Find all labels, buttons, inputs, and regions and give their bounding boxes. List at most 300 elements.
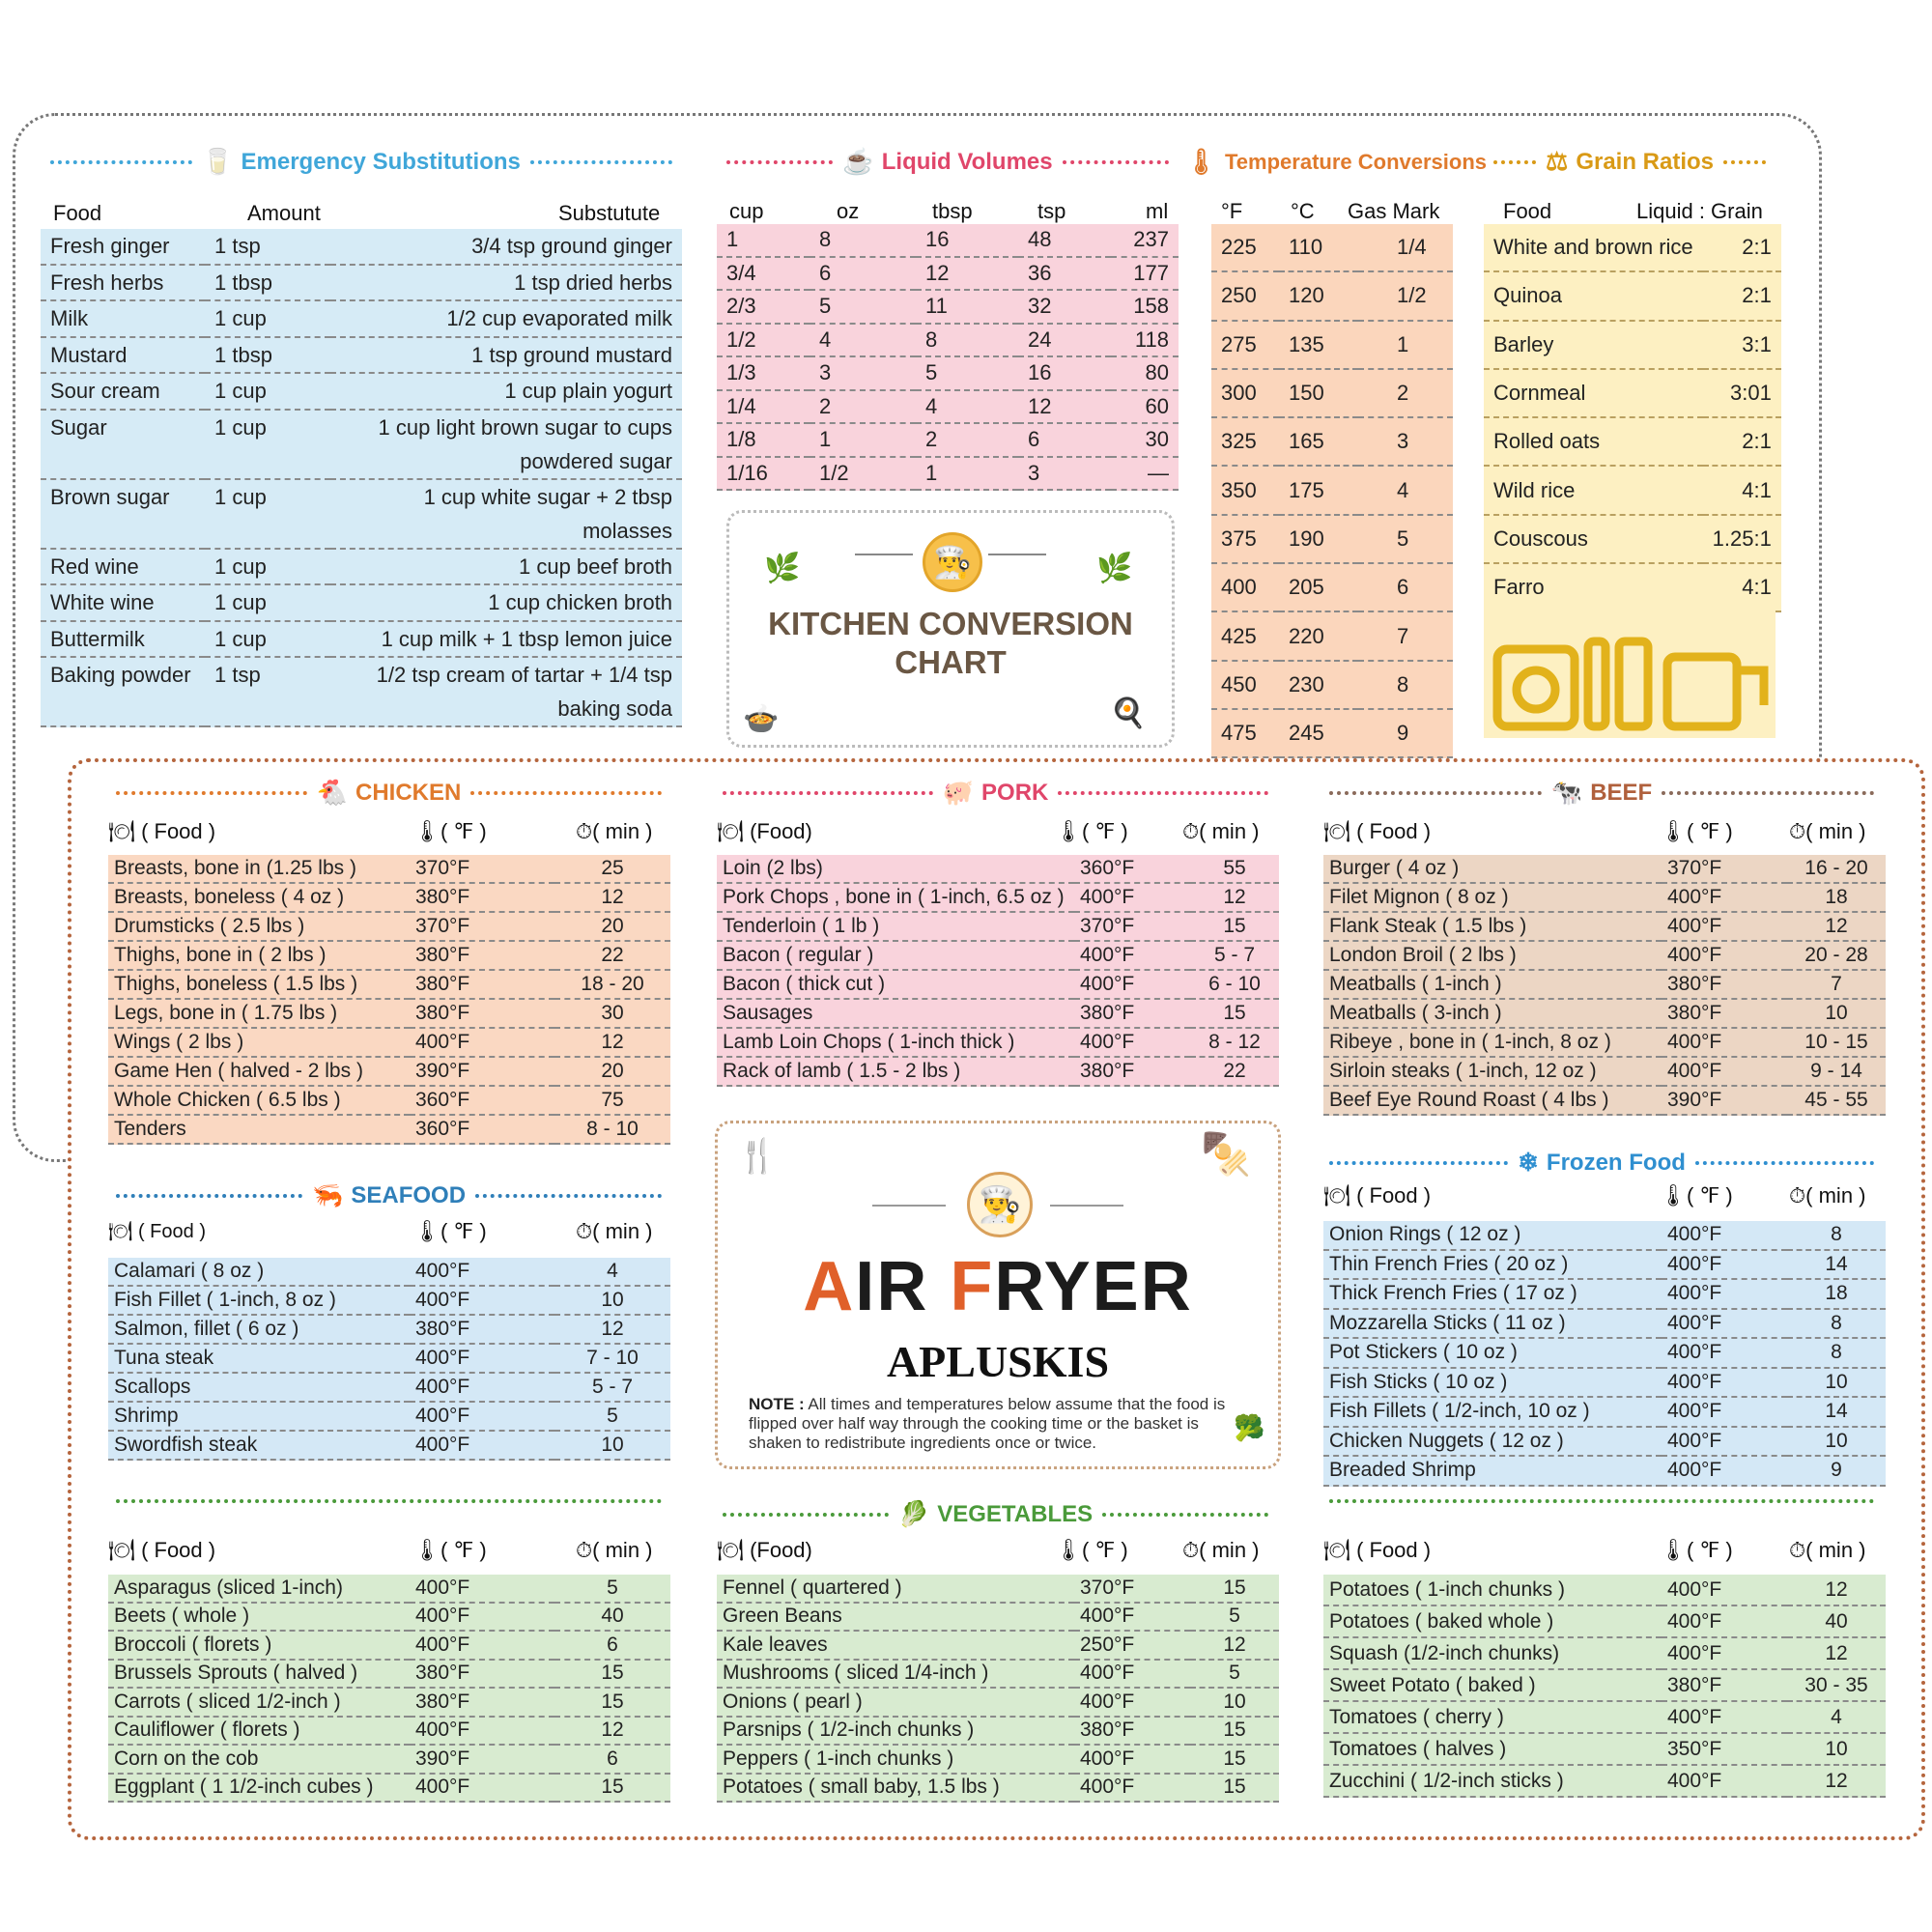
frozen-row-cell: 400°F (1662, 1338, 1787, 1368)
substitution-row-cell: 1 cup (205, 584, 330, 621)
pork-row-cell: 380°F (1074, 1057, 1190, 1086)
temperature-row-cell: 225 (1211, 224, 1279, 271)
chicken-row-cell: 20 (554, 912, 670, 941)
liquid-row-cell: 12 (916, 257, 1018, 291)
vegetable-row-cell: 400°F (1662, 1765, 1787, 1797)
substitution-row (41, 265, 682, 301)
vegetable-row (108, 1631, 670, 1660)
beef-header-food: 🍽 ( Food ) (1323, 819, 1432, 843)
beef-row (1323, 912, 1886, 941)
clock-icon: ⏱ (1182, 819, 1200, 843)
pork-row-cell: Bacon ( regular ) (717, 941, 1074, 970)
temperature-row (1211, 271, 1453, 320)
liquid-header-cup: cup (729, 199, 764, 223)
grain-row-cell: 4:1 (1703, 466, 1781, 514)
seafood-row (108, 1402, 670, 1431)
vegetable-row-cell: 400°F (410, 1575, 554, 1603)
frozen-row-cell: Mozzarella Sticks ( 11 oz ) (1323, 1309, 1662, 1339)
beef-row-cell: Ribeye , bone in ( 1-inch, 8 oz ) (1323, 1028, 1662, 1057)
liquid-row-cell: 2 (810, 390, 916, 424)
liquid-row-cell: 2 (916, 423, 1018, 457)
chicken-table (108, 855, 670, 1145)
liquid-row-cell: 8 (810, 224, 916, 257)
temperature-row (1211, 709, 1453, 757)
beef-row-cell: 370°F (1662, 855, 1787, 883)
chicken-row-cell: 380°F (410, 941, 554, 970)
liquid-volumes-table (717, 224, 1179, 491)
chicken-row-cell: 380°F (410, 883, 554, 912)
vegetable-row-cell: 40 (554, 1603, 670, 1632)
cloche-icon: 🍽 (717, 819, 744, 843)
vegetable-row (108, 1717, 670, 1746)
substitution-row-cell: 1 cup beef broth (330, 549, 682, 585)
frozen-row (1323, 1368, 1886, 1398)
note-label: NOTE : (749, 1395, 805, 1413)
vegetable-row-cell: 15 (554, 1688, 670, 1717)
temperature-row-cell: 230 (1279, 661, 1358, 709)
chicken-row (108, 1057, 670, 1086)
beef-row-cell: 10 - 15 (1787, 1028, 1886, 1057)
pork-row-cell: 370°F (1074, 912, 1190, 941)
veg1-header-min: ⏱( min ) (576, 1538, 653, 1562)
temperature-row (1211, 321, 1453, 369)
substitution-row-cell: 1/2 cup evaporated milk (330, 300, 682, 337)
frozen-header-min: ⏱( min ) (1789, 1183, 1866, 1208)
pork-row (717, 912, 1279, 941)
chicken-row-cell: Whole Chicken ( 6.5 lbs ) (108, 1086, 410, 1115)
substitution-row-cell: 1 cup (205, 300, 330, 337)
substitution-row (41, 373, 682, 410)
beef-row (1323, 1057, 1886, 1086)
substitution-row-cell: 1 tsp ground mustard (330, 337, 682, 374)
chicken-header-min: ⏱( min ) (576, 819, 653, 843)
liquid-row-cell: 12 (1018, 390, 1111, 424)
vegetable-row-cell: 10 (1190, 1688, 1279, 1717)
substitution-row-cell: Sour cream (41, 373, 205, 410)
chicken-row-cell: Breasts, boneless ( 4 oz ) (108, 883, 410, 912)
cloche-icon: 🍽 (108, 819, 135, 843)
beef-table (1323, 855, 1886, 1116)
vegetable-row-cell: 400°F (1074, 1660, 1190, 1689)
vegetable-row-cell: 380°F (410, 1660, 554, 1689)
vegetable-row-cell: 15 (1190, 1717, 1279, 1746)
liquid-row-cell: 32 (1018, 290, 1111, 324)
seafood-row (108, 1373, 670, 1402)
liquid-row-cell: 237 (1111, 224, 1179, 257)
pork-row (717, 1057, 1279, 1086)
vegetable-row-cell: 15 (1190, 1745, 1279, 1774)
temperature-row (1211, 369, 1453, 417)
frozen-row-cell: 400°F (1662, 1397, 1787, 1427)
cabbage-icon: 🥬 (897, 1499, 930, 1528)
chicken-row-cell: 370°F (410, 855, 554, 883)
frozen-row (1323, 1397, 1886, 1427)
temperature-row-cell: 325 (1211, 417, 1279, 466)
seafood-row (108, 1431, 670, 1460)
pork-table (717, 855, 1279, 1087)
vegetable-row-cell: Cauliflower ( florets ) (108, 1717, 410, 1746)
substitution-row-cell: 1 cup (205, 549, 330, 585)
substitution-row-cell: Fresh ginger (41, 229, 205, 265)
chicken-row-cell: 18 - 20 (554, 970, 670, 999)
vegetable-row-cell: 400°F (410, 1774, 554, 1803)
vegetable-row-cell: Mushrooms ( sliced 1/4-inch ) (717, 1660, 1074, 1689)
veg3-header-food: 🍽 ( Food ) (1323, 1538, 1432, 1562)
grain-row-cell: 1.25:1 (1703, 515, 1781, 563)
vegetable-row (108, 1603, 670, 1632)
beef-row-cell: Flank Steak ( 1.5 lbs ) (1323, 912, 1662, 941)
substitution-row (41, 549, 682, 585)
vegetable-row-cell: 6 (554, 1631, 670, 1660)
vegetable-row (717, 1717, 1279, 1746)
frozen-row-cell: 400°F (1662, 1368, 1787, 1398)
liquid-row-cell: 1/16 (717, 457, 810, 491)
temperature-row-cell: 2 (1358, 369, 1453, 417)
vegetable-row-cell: Beets ( whole ) (108, 1603, 410, 1632)
frozen-row-cell: 9 (1787, 1456, 1886, 1486)
left-arrow-decoration (872, 1205, 946, 1207)
vegetable-row-cell: Brussels Sprouts ( halved ) (108, 1660, 410, 1689)
clock-icon: ⏱ (576, 819, 593, 843)
seafood-row-cell: 5 (554, 1402, 670, 1431)
temperature-row (1211, 224, 1453, 271)
vegetables-table-3 (1323, 1575, 1886, 1798)
chicken-row-cell: 390°F (410, 1057, 554, 1086)
substitution-row-cell: Red wine (41, 549, 205, 585)
chicken-row (108, 855, 670, 883)
frozen-row-cell: Chicken Nuggets ( 12 oz ) (1323, 1427, 1662, 1457)
vegetable-row-cell: Broccoli ( florets ) (108, 1631, 410, 1660)
substitution-row-cell: Buttermilk (41, 621, 205, 658)
seafood-row-cell: 400°F (410, 1286, 554, 1315)
vegetable-row (717, 1575, 1279, 1603)
liquid-row-cell: 1/2 (717, 324, 810, 357)
seafood-row-cell: Tuna steak (108, 1344, 410, 1373)
vegetable-row-cell: Tomatoes ( cherry ) (1323, 1701, 1662, 1733)
cloche-icon: 🍽 (108, 1538, 135, 1562)
cloche-icon: 🍽 (1323, 1183, 1350, 1208)
vegetable-row-cell: 250°F (1074, 1631, 1190, 1660)
pork-row-cell: 5 - 7 (1190, 941, 1279, 970)
liquid-row-cell: 3 (810, 356, 916, 390)
beef-row (1323, 1028, 1886, 1057)
beef-title: 🐄 BEEF (1320, 778, 1884, 808)
fork-knife-icon: 🍴 (737, 1138, 779, 1175)
chicken-row (108, 1028, 670, 1057)
pork-row-cell: 55 (1190, 855, 1279, 883)
liquid-header-tsp: tsp (1037, 199, 1066, 223)
substitution-row-cell: 1 cup milk + 1 tbsp lemon juice (330, 621, 682, 658)
liquid-row-cell: 6 (1018, 423, 1111, 457)
milk-carton-icon: 🥛 (202, 147, 234, 176)
substitution-row-cell: 1 cup (205, 410, 330, 479)
vegetable-row-cell: 400°F (1662, 1575, 1787, 1605)
temperature-row-cell: 1 (1358, 321, 1453, 369)
chef-avatar-icon: 👨‍🍳 (923, 532, 982, 592)
cow-icon: 🐄 (1550, 778, 1583, 807)
liquid-header-tbsp: tbsp (932, 199, 973, 223)
temperature-row-cell: 475 (1211, 709, 1279, 757)
pot-icon: 🍲 (743, 703, 780, 735)
beef-row-cell: 400°F (1662, 941, 1787, 970)
beef-row (1323, 883, 1886, 912)
frozen-row (1323, 1427, 1886, 1457)
beef-row-cell: 380°F (1662, 999, 1787, 1028)
seafood-row (108, 1286, 670, 1315)
frozen-row (1323, 1221, 1886, 1250)
beef-row-cell: Filet Mignon ( 8 oz ) (1323, 883, 1662, 912)
chicken-row-cell: 30 (554, 999, 670, 1028)
emergency-substitutions-table (41, 229, 682, 727)
liquid-row-cell: 4 (810, 324, 916, 357)
liquid-row (717, 457, 1179, 491)
substitution-row-cell: 1/2 tsp cream of tartar + 1/4 tsp baking soda (330, 657, 682, 726)
frozen-row (1323, 1456, 1886, 1486)
vegetable-row-cell: Potatoes ( baked whole ) (1323, 1605, 1662, 1637)
vegetable-row-cell: 5 (554, 1575, 670, 1603)
vegetable-row-cell: 400°F (410, 1603, 554, 1632)
kitchen-conversion-emblem (726, 510, 1175, 748)
beef-row-cell: 16 - 20 (1787, 855, 1886, 883)
seafood-header-temp: 🌡( ℉ ) (413, 1219, 487, 1243)
seafood-row-cell: 400°F (410, 1402, 554, 1431)
grain-row (1484, 321, 1781, 369)
beef-row-cell: 7 (1787, 970, 1886, 999)
seafood-row-cell: 5 - 7 (554, 1373, 670, 1402)
grain-row (1484, 369, 1781, 417)
vegetable-row-cell: 5 (1190, 1603, 1279, 1632)
liquid-row-cell: 80 (1111, 356, 1179, 390)
kitchen-chart-title-line2: CHART (895, 644, 1007, 680)
chicken-row-cell: 380°F (410, 970, 554, 999)
beef-row-cell: 380°F (1662, 970, 1787, 999)
frozen-row-cell: 8 (1787, 1309, 1886, 1339)
pork-row-cell: 15 (1190, 912, 1279, 941)
temperature-row-cell: 300 (1211, 369, 1279, 417)
seafood-row-cell: 400°F (410, 1344, 554, 1373)
grain-row (1484, 515, 1781, 563)
chicken-row (108, 1086, 670, 1115)
pork-title: 🐖 PORK (713, 778, 1278, 808)
vegetable-row-cell: 400°F (1074, 1603, 1190, 1632)
liquid-row-cell: 60 (1111, 390, 1179, 424)
beef-row-cell: 400°F (1662, 912, 1787, 941)
pork-row-cell: 380°F (1074, 999, 1190, 1028)
vegetable-row-cell: 12 (1787, 1575, 1886, 1605)
cloche-icon: 🍽 (1323, 1538, 1350, 1562)
vegetable-row-cell: 400°F (1074, 1688, 1190, 1717)
temperature-row-cell: 425 (1211, 611, 1279, 660)
pork-row-cell: 15 (1190, 999, 1279, 1028)
vegetable-row-cell: 390°F (410, 1745, 554, 1774)
substitution-row-cell: 1 tsp (205, 657, 330, 726)
pork-row-cell: 400°F (1074, 1028, 1190, 1057)
pork-row-cell: 12 (1190, 883, 1279, 912)
beef-row-cell: 9 - 14 (1787, 1057, 1886, 1086)
liquid-row-cell: 48 (1018, 224, 1111, 257)
substitution-row (41, 300, 682, 337)
kitchen-scale-icon (1497, 649, 1575, 726)
seafood-row-cell: Swordfish steak (108, 1431, 410, 1460)
temperature-conversions-table (1211, 224, 1453, 758)
pork-row-cell: 400°F (1074, 941, 1190, 970)
pork-row-cell: Lamb Loin Chops ( 1-inch thick ) (717, 1028, 1074, 1057)
temp-header-gas-mark: Gas Mark (1348, 199, 1440, 223)
seafood-table (108, 1258, 670, 1461)
temperature-row (1211, 417, 1453, 466)
pork-header-min: ⏱( min ) (1182, 819, 1260, 843)
vegetable-row (717, 1688, 1279, 1717)
beef-header-temp: 🌡( ℉ ) (1660, 819, 1733, 843)
seafood-row-cell: 12 (554, 1315, 670, 1344)
vegetable-row (1323, 1765, 1886, 1797)
frozen-row-cell: Breaded Shrimp (1323, 1456, 1662, 1486)
vegetable-row-cell: 380°F (1662, 1669, 1787, 1701)
beef-row-cell: London Broil ( 2 lbs ) (1323, 941, 1662, 970)
temperature-row (1211, 611, 1453, 660)
vegetables-title-right-dots (1320, 1499, 1884, 1503)
chicken-row-cell: 75 (554, 1086, 670, 1115)
chicken-row (108, 941, 670, 970)
grain-header-ratio: Liquid : Grain (1636, 199, 1763, 223)
vegetable-row-cell: 15 (1190, 1575, 1279, 1603)
cloche-icon: 🍽 (1323, 819, 1350, 843)
liquid-row (717, 324, 1179, 357)
chicken-header-temp: 🌡( ℉ ) (413, 819, 487, 843)
beef-row-cell: 12 (1787, 912, 1886, 941)
beef-row-cell: 400°F (1662, 883, 1787, 912)
substitution-row (41, 410, 682, 479)
vegetable-row-cell: Tomatoes ( halves ) (1323, 1733, 1662, 1765)
vegetable-row (1323, 1605, 1886, 1637)
chicken-row-cell: 400°F (410, 1028, 554, 1057)
substitution-row (41, 479, 682, 549)
kitchen-tools-illustration (1484, 603, 1776, 738)
pork-row-cell: 8 - 12 (1190, 1028, 1279, 1057)
seafood-title: 🦐 SEAFOOD (106, 1180, 671, 1210)
veg2-header-food: 🍽 (Food) (717, 1538, 812, 1562)
note-text: All times and temperatures below assume that the food is flipped over half way through the cooking time or the basket is shaken to redistribute ingredients once or twice. (749, 1395, 1226, 1452)
beef-row (1323, 941, 1886, 970)
grain-row-cell: 3:01 (1703, 369, 1781, 417)
vegetable-row-cell: 12 (1787, 1765, 1886, 1797)
chicken-row-cell: 360°F (410, 1115, 554, 1144)
vegetables-table-1 (108, 1575, 670, 1803)
chicken-row-cell: 22 (554, 941, 670, 970)
liquid-row-cell: 158 (1111, 290, 1179, 324)
substitution-row-cell: 3/4 tsp ground ginger (330, 229, 682, 265)
chicken-row-cell: Tenders (108, 1115, 410, 1144)
pan-icon: 🍳 (1110, 697, 1147, 729)
chicken-header-food: 🍽 ( Food ) (108, 819, 216, 843)
frozen-row (1323, 1338, 1886, 1368)
temperature-row-cell: 400 (1211, 563, 1279, 611)
liquid-row-cell: 5 (916, 356, 1018, 390)
frozen-row-cell: 400°F (1662, 1221, 1787, 1250)
grain-row-cell: 2:1 (1703, 417, 1781, 466)
frozen-row-cell: 14 (1787, 1250, 1886, 1280)
seafood-row-cell: 7 - 10 (554, 1344, 670, 1373)
cloche-icon: 🍽 (108, 1221, 133, 1242)
vegetable-row (1323, 1701, 1886, 1733)
substitution-row-cell: 1 cup white sugar + 2 tbsp molasses (330, 479, 682, 549)
chicken-row-cell: Thighs, bone in ( 2 lbs ) (108, 941, 410, 970)
veg1-header-food: 🍽 ( Food ) (108, 1538, 216, 1562)
vegetable-row-cell: 15 (1190, 1774, 1279, 1803)
liquid-row-cell: 1/2 (810, 457, 916, 491)
veg2-header-temp: 🌡( ℉ ) (1055, 1538, 1128, 1562)
liquid-row-cell: 11 (916, 290, 1018, 324)
pork-row (717, 883, 1279, 912)
chef-avatar-icon: 👨‍🍳 (967, 1172, 1033, 1237)
pork-row-cell: 6 - 10 (1190, 970, 1279, 999)
liquid-row-cell: 6 (810, 257, 916, 291)
temperature-row-cell: 9 (1358, 709, 1453, 757)
grain-row-cell: 4:1 (1703, 563, 1781, 611)
seafood-row-cell: 400°F (410, 1431, 554, 1460)
vegetable-row-cell: 6 (554, 1745, 670, 1774)
substitution-row-cell: 1 cup plain yogurt (330, 373, 682, 410)
grain-row (1484, 271, 1781, 320)
thermometer-icon: 🌡 (1660, 819, 1687, 843)
chicken-row-cell: 360°F (410, 1086, 554, 1115)
seafood-row-cell: 400°F (410, 1373, 554, 1402)
temperature-row-cell: 220 (1279, 611, 1358, 660)
grain-row-cell: Couscous (1484, 515, 1703, 563)
substitution-row-cell: Baking powder (41, 657, 205, 726)
frozen-row-cell: 400°F (1662, 1250, 1787, 1280)
frozen-food-title: ❄ Frozen Food (1320, 1148, 1884, 1178)
chicken-row (108, 912, 670, 941)
liquid-row-cell: 36 (1018, 257, 1111, 291)
vegetable-row (108, 1660, 670, 1689)
pig-icon: 🐖 (942, 778, 975, 807)
broccoli-icon: 🥦 (1234, 1413, 1265, 1442)
chicken-icon: 🐔 (316, 778, 349, 807)
seafood-row-cell: 400°F (410, 1258, 554, 1286)
frozen-row-cell: Thin French Fries ( 20 oz ) (1323, 1250, 1662, 1280)
frozen-row-cell: 10 (1787, 1368, 1886, 1398)
vegetable-row-cell: Fennel ( quartered ) (717, 1575, 1074, 1603)
liquid-row-cell: 1/3 (717, 356, 810, 390)
liquid-row-cell: 4 (916, 390, 1018, 424)
thermometer-icon: 🌡 (1055, 1538, 1082, 1562)
vegetable-row-cell: Carrots ( sliced 1/2-inch ) (108, 1688, 410, 1717)
frozen-row-cell: 10 (1787, 1427, 1886, 1457)
vegetable-row-cell: 400°F (1662, 1701, 1787, 1733)
temperature-row (1211, 661, 1453, 709)
substitution-row-cell: Milk (41, 300, 205, 337)
frozen-row-cell: 400°F (1662, 1309, 1787, 1339)
substitution-row (41, 337, 682, 374)
seafood-row (108, 1315, 670, 1344)
temperature-row-cell: 250 (1211, 271, 1279, 320)
vegetable-row-cell: 370°F (1074, 1575, 1190, 1603)
chicken-row-cell: 380°F (410, 999, 554, 1028)
frozen-row-cell: Onion Rings ( 12 oz ) (1323, 1221, 1662, 1250)
liquid-row-cell: 2/3 (717, 290, 810, 324)
chicken-row (108, 999, 670, 1028)
temperature-row-cell: 165 (1279, 417, 1358, 466)
vegetables-title-left-dots (106, 1499, 671, 1503)
pork-header-temp: 🌡( ℉ ) (1055, 819, 1128, 843)
seafood-row-cell: 10 (554, 1431, 670, 1460)
frozen-header-temp: 🌡( ℉ ) (1660, 1183, 1733, 1208)
frozen-row-cell: 8 (1787, 1221, 1886, 1250)
temperature-row-cell: 245 (1279, 709, 1358, 757)
vegetable-row-cell: Eggplant ( 1 1/2-inch cubes ) (108, 1774, 410, 1803)
measuring-jug-icon (1667, 657, 1737, 726)
